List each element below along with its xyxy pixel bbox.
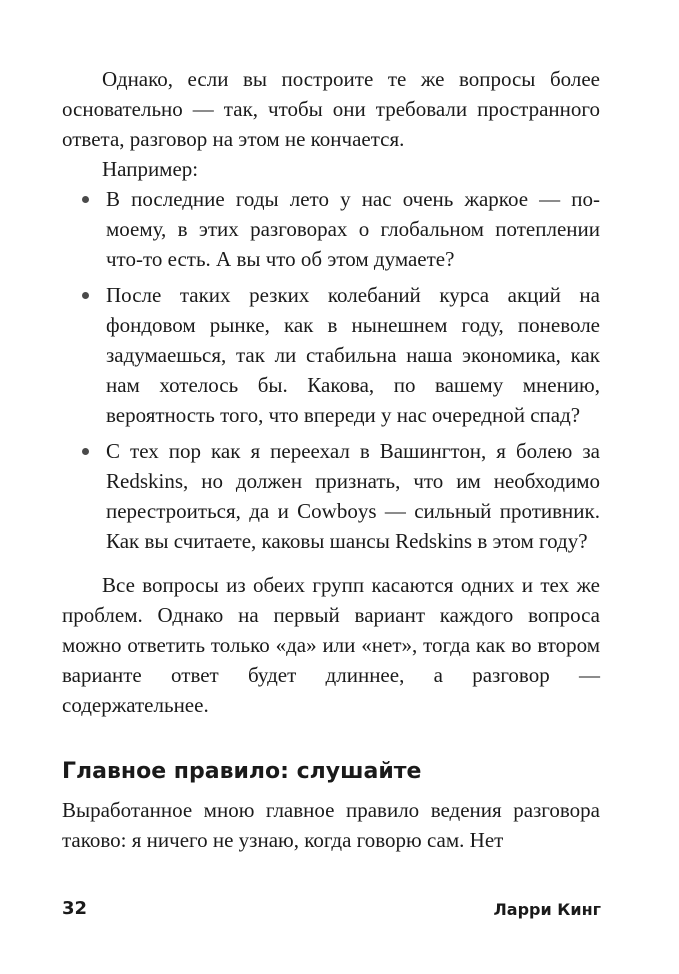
bullet-list	[62, 184, 600, 562]
running-footer-author: Ларри Кинг	[493, 900, 601, 919]
bullet-text: С тех пор как я переехал в Вашингтон, я болею за Redskins, но должен признать, что им необходимо перестроиться, да и Cowboys — сильный противник. Как вы считаете, каковы шансы Redskins в этом году?	[106, 439, 600, 553]
section-heading: Главное правило: слушайте	[62, 759, 422, 784]
summary-paragraph: Все вопросы из обеих групп касаются одних и тех же проблем. Однако на первый вариант каждого вопроса можно ответить только «да» или «нет», тогда как во втором варианте ответ будет длиннее, а разговор — содержательнее.	[62, 573, 600, 717]
bullet-icon	[82, 292, 89, 299]
list-item	[62, 436, 600, 556]
intro-paragraph: Однако, если вы построите те же вопросы более основательно — так, чтобы они требовали пространного ответа, разговор на этом не кончается.	[62, 67, 600, 151]
list-item	[62, 184, 600, 274]
bullet-icon	[82, 448, 89, 455]
bullet-text: После таких резких колебаний курса акций на фондовом рынке, как в нынешнем году, поневоле задумаешься, так ли стабильна наша экономика, как нам хотелось бы. Какова, по вашему мнению, вероятность того, что впереди у нас очередной спад?	[106, 283, 600, 427]
list-item	[62, 280, 600, 430]
section-paragraph: Выработанное мною главное правило ведения разговора таково: я ничего не узнаю, когда говорю сам. Нет	[62, 798, 600, 852]
example-label: Например:	[102, 157, 199, 181]
bullet-text: В последние годы лето у нас очень жаркое — по-моему, в этих разговорах о глобальном потеплении что-то есть. А вы что об этом думаете?	[106, 187, 600, 271]
page-number: 32	[62, 898, 88, 919]
bullet-icon	[82, 196, 89, 203]
